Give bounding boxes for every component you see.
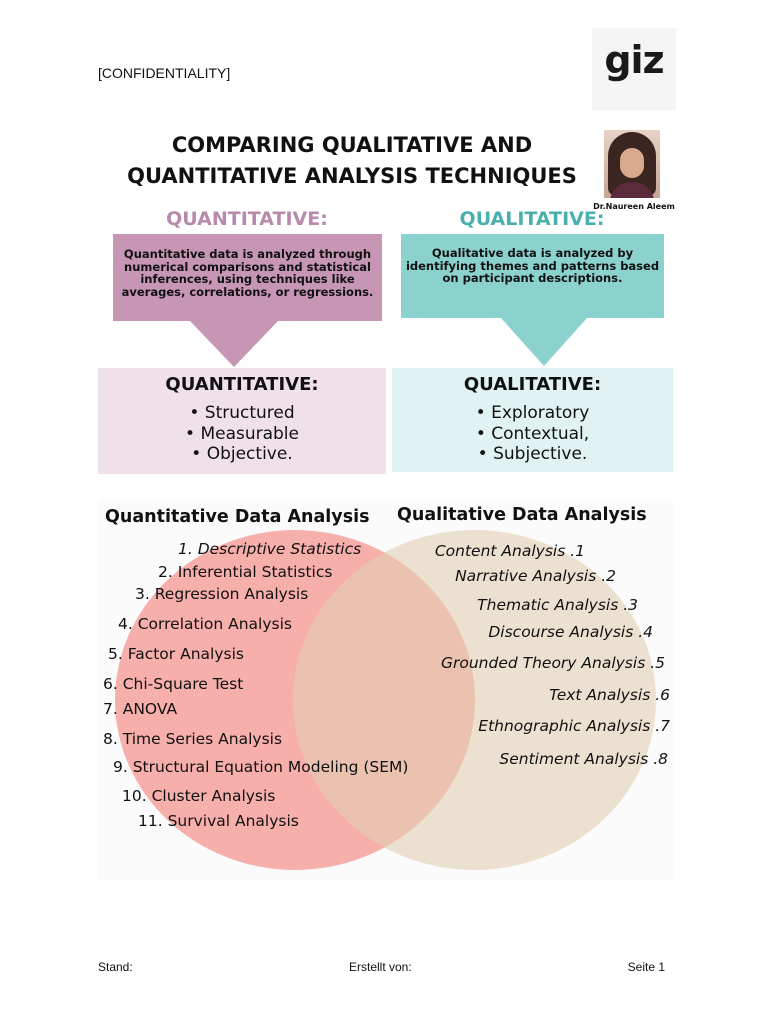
qual-technique-3: Thematic Analysis .3 [477,596,638,614]
qual-technique-6: Text Analysis .6 [549,686,670,704]
qual-technique-7: Ethnographic Analysis .7 [478,717,670,735]
quantitative-panel-heading: QUANTITATIVE: [165,374,319,395]
list-item: • Measurable [98,424,386,445]
confidentiality-label: [CONFIDENTIALITY] [98,65,231,81]
qualitative-description-box [401,234,664,318]
quant-technique-6: 6. Chi-Square Test [103,675,244,693]
author-photo [604,130,660,198]
quant-technique-2: 2. Inferential Statistics [158,563,333,581]
quant-technique-4: 4. Correlation Analysis [118,615,292,633]
qualitative-traits-list [392,403,673,465]
author-name: Dr.Naureen Aleem [593,202,675,211]
quantitative-venn-heading: Quantitative Data Analysis [105,507,370,527]
qual-technique-4: Discourse Analysis .4 [488,623,653,641]
quant-technique-11: 11. Survival Analysis [138,812,299,830]
quantitative-arrow [190,321,278,367]
quant-technique-10: 10. Cluster Analysis [122,787,276,805]
footer-erstellt-von: Erstellt von: [349,960,412,974]
quant-technique-8: 8. Time Series Analysis [103,730,283,748]
footer-stand: Stand: [98,960,133,974]
qualitative-description: Qualitative data is analyzed by identifying themes and patterns based on participant descriptions. [405,246,660,285]
quant-technique-7: 7. ANOVA [103,700,178,718]
list-item: • Structured [98,403,386,424]
quantitative-traits-list [98,403,386,465]
list-item: • Exploratory [392,403,673,424]
logo-text: giz [604,38,664,82]
qual-technique-8: Sentiment Analysis .8 [499,750,668,768]
qual-technique-1: Content Analysis .1 [434,542,585,560]
quant-technique-5: 5. Factor Analysis [108,645,244,663]
title-line-2: QUANTITATIVE ANALYSIS TECHNIQUES [127,164,577,188]
qualitative-arrow [501,318,587,366]
quant-technique-1: 1. Descriptive Statistics [178,540,362,558]
qualitative-traits-panel [392,368,673,472]
quant-technique-3: 3. Regression Analysis [135,585,309,603]
qual-technique-5: Grounded Theory Analysis .5 [440,654,665,672]
qualitative-panel-heading: QUALITATIVE: [463,374,602,395]
giz-logo [592,28,676,110]
footer-page-number: Seite 1 [627,960,665,974]
qual-technique-2: Narrative Analysis .2 [455,567,616,585]
quantitative-description: Quantitative data is analyzed through numerical comparisons and statistical inferences, using techniques like averages, correlations, or regressions. [121,247,374,299]
quantitative-description-box [113,234,382,321]
qualitative-heading: QUALITATIVE: [459,208,605,230]
quantitative-traits-panel [98,368,386,474]
quant-technique-9: 9. Structural Equation Modeling (SEM) [113,758,409,776]
list-item: • Subjective. [392,444,673,465]
quantitative-heading: QUANTITATIVE: [166,208,328,230]
list-item: • Objective. [98,444,386,465]
qualitative-venn-heading: Qualitative Data Analysis [397,505,647,525]
title-line-1: COMPARING QUALITATIVE AND [171,133,533,157]
list-item: • Contextual, [392,424,673,445]
infographic-title [100,130,604,192]
